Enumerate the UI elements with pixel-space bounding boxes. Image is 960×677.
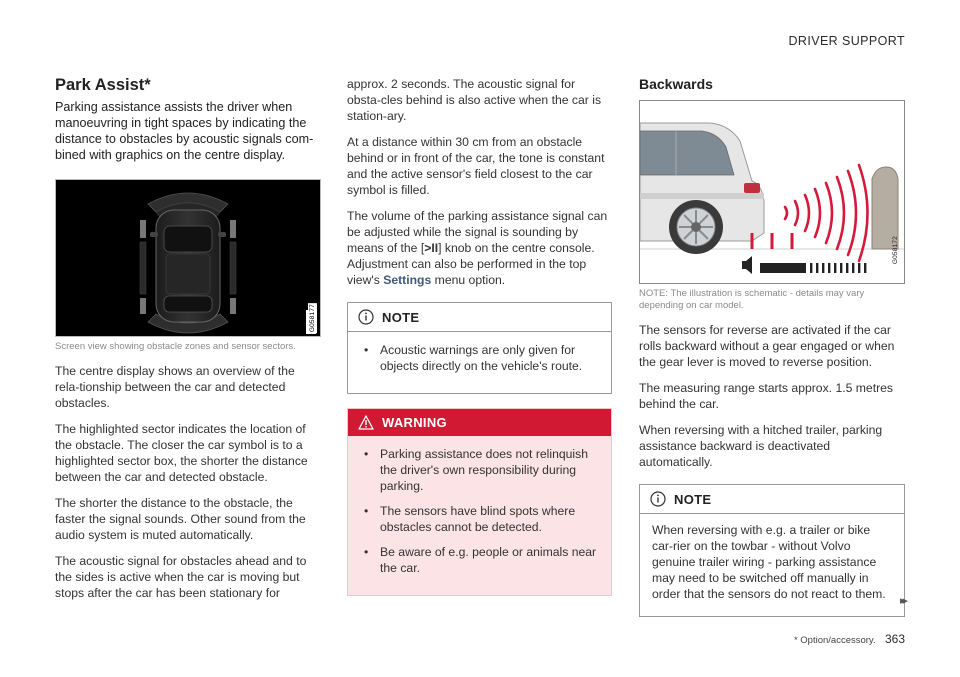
header-section: DRIVER SUPPORT	[788, 34, 905, 48]
paragraph: The highlighted sector indicates the location of the obstacle. The closer the car symbol is to a highlighted sector box, the shorter the distance between the car and detected obstacle.	[55, 422, 308, 484]
text: The volume of the parking assistance signal can be adjusted while the signal is sounding by means of the [	[347, 209, 608, 255]
warning-box	[347, 408, 612, 596]
note-text: When reversing with e.g. a trailer or bike car-rier on the towbar - without Volvo genuine trailer wiring - parking assistance may need to be switched off manually in order that the sensors do not react to them.	[652, 523, 886, 601]
text: ] knob on the centre console. Adjustment can also be performed in the top view's	[347, 241, 595, 287]
note-header	[348, 303, 611, 332]
figure-caption: NOTE: The illustration is schematic - details may vary depending on car model.	[639, 288, 865, 311]
note-box	[347, 302, 612, 394]
column-left	[55, 76, 321, 611]
intro-paragraph: Parking assistance assists the driver when manoeuvring in tight spaces by indicating the distance to obstacles by acoustic signals com-bined with graphics on the centre display.	[55, 100, 314, 162]
play-pause-knob-label: >II	[424, 241, 439, 255]
warning-label: WARNING	[382, 415, 447, 430]
note-header	[640, 485, 904, 514]
figure-caption: Screen view showing obstacle zones and sensor sectors.	[55, 341, 296, 352]
list-item: • The sensors have blind spots where obstacles cannot be detected.	[360, 503, 599, 535]
paragraph: The shorter the distance to the obstacle, the faster the signal sounds. Other sound from the audio system is muted automatically.	[55, 496, 306, 542]
reverse-car-illustration	[640, 101, 904, 283]
note-label: NOTE	[674, 491, 712, 507]
column-middle	[347, 76, 612, 596]
list-item: • Parking assistance does not relinquish the driver's own responsibility during parking.	[360, 446, 599, 494]
paragraph: The measuring range starts approx. 1.5 metres behind the car.	[639, 381, 894, 411]
note-label: NOTE	[382, 309, 420, 325]
paragraph: The acoustic signal for obstacles ahead and to the sides is active when the car is moving but stops after the car has been stationary for	[55, 554, 307, 600]
figure-code: G058177	[309, 303, 316, 332]
warning-list	[360, 446, 599, 576]
paragraph: When reversing with a hitched trailer, parking assistance backward is deactivated automatically.	[639, 423, 883, 469]
column-right	[639, 76, 905, 617]
warning-header	[348, 409, 611, 436]
note-box	[639, 484, 905, 617]
warning-triangle-icon	[358, 415, 374, 430]
list-item: • Be aware of e.g. people or animals near the car.	[360, 544, 599, 576]
section-title: Backwards	[639, 76, 713, 92]
list-item: • Acoustic warnings are only given for objects directly on the vehicle's route.	[360, 342, 599, 374]
paragraph: The sensors for reverse are activated if the car rolls backward without a gear engaged or when the gear lever is moved to reverse position.	[639, 323, 895, 369]
settings-menu-label: Settings	[383, 273, 432, 287]
text: menu option.	[431, 273, 506, 287]
info-circle-icon	[358, 309, 374, 325]
page-number: 363	[884, 632, 905, 646]
note-list	[360, 342, 599, 374]
paragraph: At a distance within 30 cm from an obstacle behind or in front of the car, the tone is constant and the active sensor's field closest to the car symbol is filled.	[347, 135, 605, 197]
page-footer	[794, 632, 905, 646]
option-note: * Option/accessory.	[793, 635, 876, 646]
figure-code: G058172	[892, 235, 899, 264]
paragraph: approx. 2 seconds. The acoustic signal for obsta-cles behind is also active when the car is station-ary.	[347, 77, 602, 123]
paragraph: The centre display shows an overview of the rela-tionship between the car and detected obstacles.	[55, 364, 295, 410]
figure-top-view	[55, 179, 321, 337]
continue-arrow-icon: ▸▸	[899, 595, 905, 607]
paragraph-volume	[347, 208, 612, 288]
page-title: Park Assist*	[55, 76, 151, 94]
info-circle-icon	[650, 491, 666, 507]
top-view-car-illustration	[56, 180, 320, 336]
figure-reverse-sensors	[639, 100, 905, 284]
